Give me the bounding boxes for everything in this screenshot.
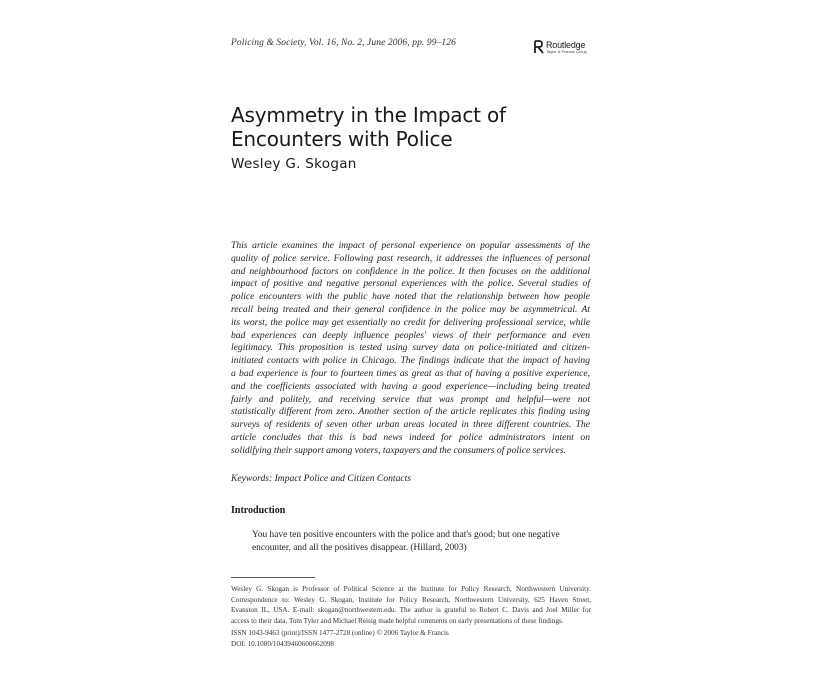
abstract-line: a bad experience is four to fourteen times as great as that of having a positive experience, bbox=[231, 367, 590, 379]
title-line: Asymmetry in the Impact of bbox=[231, 103, 506, 127]
publisher-logo bbox=[534, 40, 594, 56]
abstract-line: police encounters with the public have noted that the relationship between how people bbox=[231, 291, 590, 303]
abstract-line: surveys of residents of seven other urban areas located in three different countries. The bbox=[231, 419, 590, 431]
abstract-line: impact of positive and negative personal experiences with the police. Several studies of bbox=[231, 278, 590, 290]
epigraph-line: You have ten positive encounters with the police and that's good; but one negative bbox=[252, 530, 560, 540]
epigraph-quote bbox=[252, 529, 582, 554]
publication-identifiers bbox=[231, 628, 449, 649]
abstract-line: and the coefficients associated with having a good experience—including being treated bbox=[231, 380, 590, 392]
abstract-line: statistically different from zero. Another section of the article replicates this finding using bbox=[231, 406, 590, 418]
abstract-line: fairly and politely, and receiving service that was prompt and helpful—were not bbox=[231, 393, 590, 405]
abstract-line: This article examines the impact of personal experience on popular assessments of the bbox=[231, 240, 590, 251]
section-heading-introduction: Introduction bbox=[231, 505, 286, 516]
footnote-line: Correspondence to: Wesley G. Skogan, Institute for Policy Research, Northwestern University, 625 Haven Street, bbox=[231, 595, 591, 604]
article-title bbox=[231, 103, 591, 151]
epigraph-line: encounter, and all the positives disappear. (Hillard, 2003) bbox=[252, 542, 467, 553]
journal-citation: Policing & Society, Vol. 16, No. 2, June 2006, pp. 99–126 bbox=[231, 38, 456, 48]
footnote-divider bbox=[231, 577, 315, 578]
abstract-line: article concludes that this is bad news indeed for police administrators intent on bbox=[231, 431, 590, 443]
abstract-line: and neighbourhood factors on confidence in the police. It then focuses on the additional bbox=[231, 265, 590, 277]
abstract-line: bad experiences can deeply influence peoples' views of their performance and even bbox=[231, 329, 590, 341]
abstract-line: recall being treated and their general confidence in the police may be asymmetrical. At bbox=[231, 303, 590, 315]
publisher-name: Routledge bbox=[546, 40, 586, 50]
author-footnote bbox=[231, 584, 591, 626]
doi-line: DOI: 10.1080/10439460600662098 bbox=[231, 639, 335, 648]
publisher-subname: Taylor & Francis Group bbox=[546, 49, 587, 54]
abstract-line: legitimacy. This proposition is tested using survey data on police-initiated and citizen- bbox=[231, 342, 590, 354]
footnote-line: Wesley G. Skogan is Professor of Political Science at the Institute for Policy Research, Northwestern University. bbox=[231, 585, 591, 593]
footnote-line: access to their data. Tom Tyler and Michael Reisig made helpful comments on early presentations of these findings. bbox=[231, 616, 564, 625]
footnote-line: Evanston IL, USA. E-mail: skogan@northwestern.edu. The author is grateful to Robert C. Davis and Joel Miller for bbox=[231, 606, 591, 615]
issn-line: ISSN 1043-9463 (print)/ISSN 1477-2728 (online) © 2006 Taylor & Francis bbox=[231, 629, 449, 637]
abstract-line: solidifying their support among voters, taxpayers and the consumers of police services. bbox=[231, 444, 566, 456]
title-line: Encounters with Police bbox=[231, 127, 453, 151]
abstract-line: initiated contacts with police in Chicago. The findings indicate that the impact of having bbox=[231, 355, 590, 367]
abstract-line: its worst, the police may get essentially no credit for delivering professional service, while bbox=[231, 316, 590, 328]
abstract-line: quality of police service. Following past research, it addresses the influences of personal bbox=[231, 252, 590, 264]
article-author: Wesley G. Skogan bbox=[231, 156, 357, 172]
keywords: Keywords: Impact Police and Citizen Contacts bbox=[231, 473, 412, 484]
routledge-logo-icon bbox=[534, 40, 544, 54]
abstract bbox=[231, 240, 590, 458]
